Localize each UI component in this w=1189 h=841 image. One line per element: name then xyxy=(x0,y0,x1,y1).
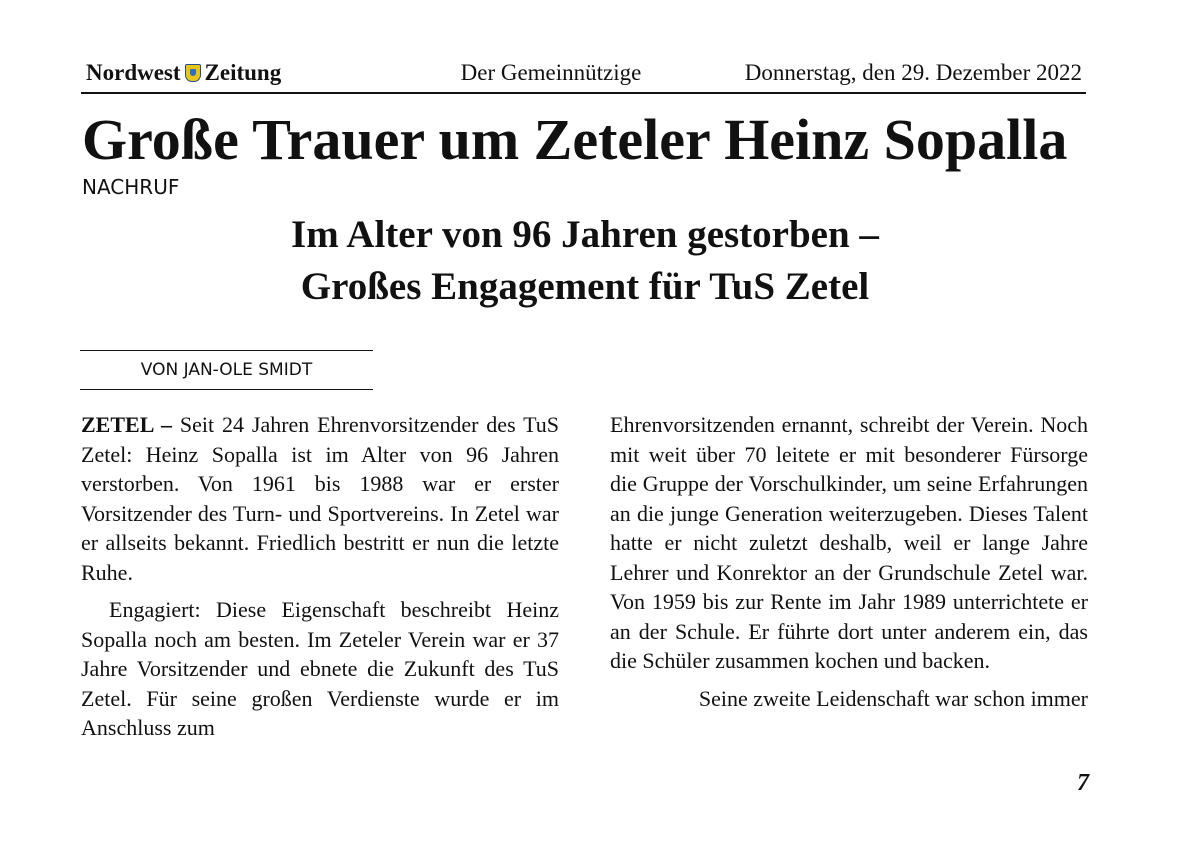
paragraph-1 xyxy=(81,410,559,587)
paragraph-1-text: Seit 24 Jahren Ehrenvorsitzender des TuS Zetel: Heinz Sopalla ist im Alter von 96 Jahren verstorben. Von 1961 bis 1988 war er erster Vorsitzender des Turn- und Sportvereins. In Zetel war er allseits bekannt. Friedlich bestritt er nun die letzte Ruhe. xyxy=(81,412,560,585)
subtitle-line-2: Großes Engagement für TuS Zetel xyxy=(300,265,870,308)
coat-of-arms-icon xyxy=(185,64,201,82)
paragraph-4: Seine zweite Leidenschaft war schon immer xyxy=(698,685,1088,711)
article-column-1 xyxy=(81,410,559,743)
newspaper-name-part1: Nordwest xyxy=(86,60,181,85)
dateline: ZETEL – xyxy=(81,412,173,437)
kicker: NACHRUF xyxy=(82,175,180,199)
section-name: Der Gemeinnützige xyxy=(460,60,642,85)
byline: VON JAN-OLE SMIDT xyxy=(80,350,373,390)
page-number: 7 xyxy=(1077,770,1089,796)
article-column-2 xyxy=(610,410,1088,713)
newspaper-name-part2: Zeitung xyxy=(204,60,282,85)
headline: Große Trauer um Zeteler Heinz Sopalla xyxy=(82,107,1068,172)
subtitle-line-1: Im Alter von 96 Jahren gestorben – xyxy=(291,213,879,256)
paragraph-3: Ehrenvorsitzenden ernannt, schreibt der Verein. Noch mit weit über 70 leitete er mit besonderer Fürsorge die Gruppe der Vorschulkinder, um seine Erfahrungen an die junge Generation weiterzugeben. Dieses Talent hatte er nicht zuletzt deshalb, weil er lange Jahre Lehrer und Konrektor an der Grundschule Zetel war. Von 1959 bis zur Rente im Jahr 1989 unterrichtete er an der Schule. Er führte dort unter anderem ein, das die Schüler zusammen kochen und backen. xyxy=(610,412,1088,673)
masthead xyxy=(81,58,1086,94)
issue-date: Donnerstag, den 29. Dezember 2022 xyxy=(744,60,1082,85)
newspaper-logo xyxy=(86,58,281,88)
paragraph-2: Engagiert: Diese Eigenschaft beschreibt Heinz Sopalla noch am besten. Im Zeteler Verein war er 37 Jahre Vorsitzender und ebnete die Zukunft des TuS Zetel. Für seine großen Verdienste wurde er im Anschluss zum xyxy=(81,597,559,740)
subtitle xyxy=(160,209,1010,313)
